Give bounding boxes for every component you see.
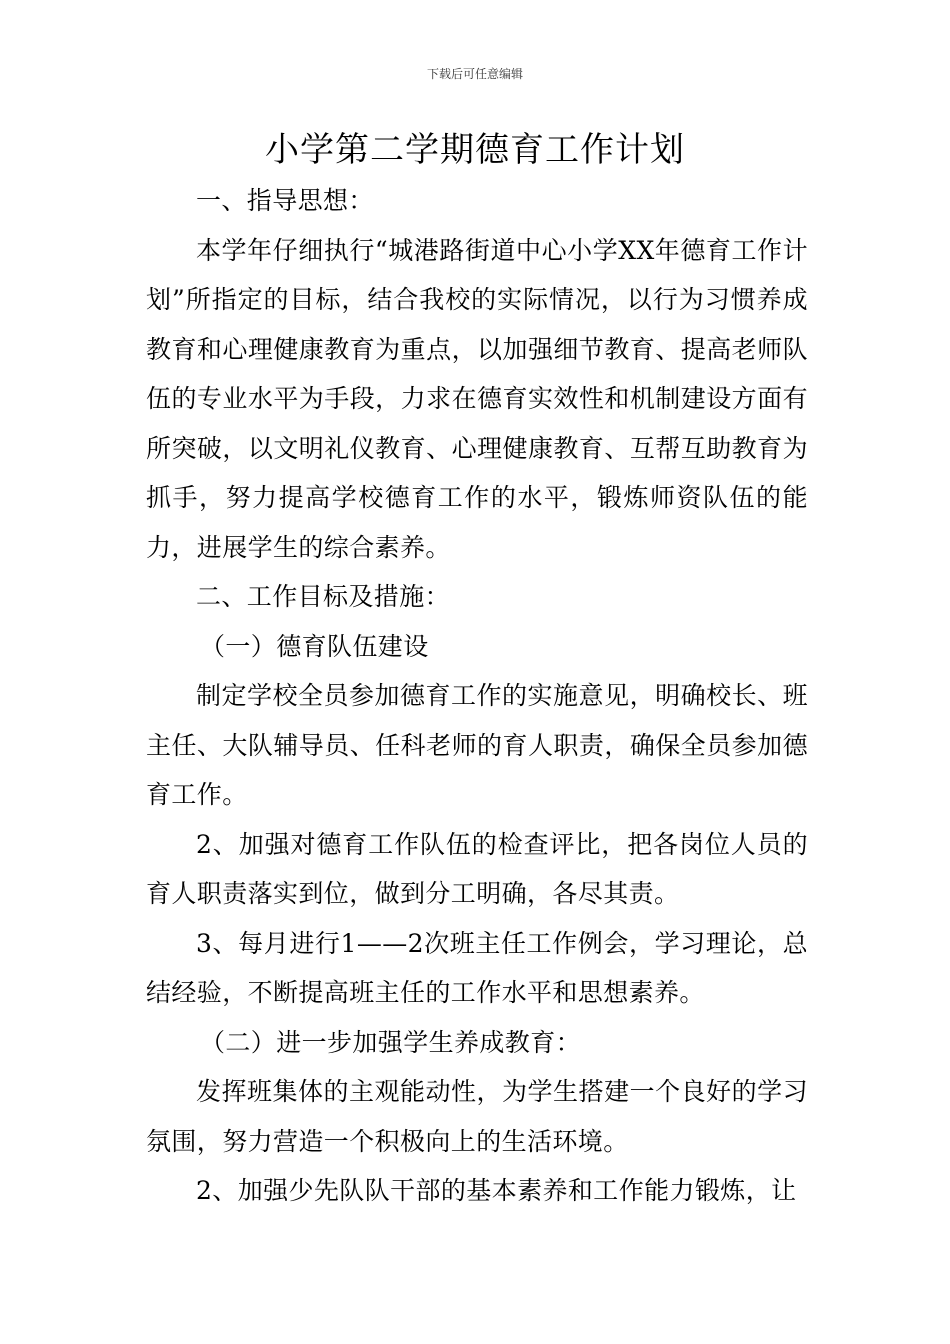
document-body [146,176,808,1216]
header-note: 下载后可任意编辑 [426,67,523,81]
paragraph-habit-education-2: 2、加强少先队队干部的基本素养和工作能力锻炼，让 [196,1176,797,1205]
paragraph-team-building-1: 制定学校全员参加德育工作的实施意见，明确校长、班主任、大队辅导员、任科老师的育人职责，确保全员参加德育工作。 [146,681,808,809]
subsection-heading-team-building: （一）德育队伍建设 [200,631,429,661]
section-heading-guiding-ideology: 一、指导思想： [196,186,374,215]
paragraph-guiding-ideology: 本学年仔细执行“城港路街道中心小学XX年德育工作计划”所指定的目标，结合我校的实际情况，以行为习惯养成教育和心理健康教育为重点，以加强细节教育、提高老师队伍的专业水平为手段，力求在德育实效性和机制建设方面有所突破，以文明礼仪教育、心理健康教育、互帮互助教育为抓手，努力提高学校德育工作的水平，锻炼师资队伍的能力，进展学生的综合素养。 [146,235,808,562]
paragraph-team-building-3: 3、每月进行1——2次班主任工作例会，学习理论，总结经验，不断提高班主任的工作水平和思想素养。 [146,928,808,1007]
paragraph-habit-education-1: 发挥班集体的主观能动性，为学生搭建一个良好的学习氛围，努力营造一个积极向上的生活环境。 [146,1077,808,1156]
subsection-heading-habit-education: （二）进一步加强学生养成教育： [200,1027,582,1057]
paragraph-team-building-2: 2、加强对德育工作队伍的检查评比，把各岗位人员的育人职责落实到位，做到分工明确，各尽其责。 [146,829,808,908]
section-heading-goals-measures: 二、工作目标及措施： [196,582,451,611]
document-title: 小学第二学期德育工作计划 [265,130,685,170]
